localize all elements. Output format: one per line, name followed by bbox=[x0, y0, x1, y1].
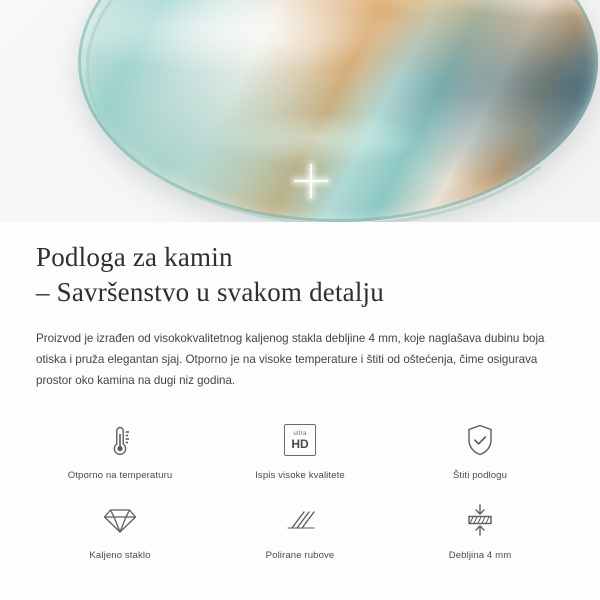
feature-item bbox=[390, 417, 570, 481]
feature-grid bbox=[0, 417, 600, 561]
feature-label: Štiti podlogu bbox=[452, 470, 508, 481]
polished-edges-icon bbox=[277, 497, 323, 543]
thermometer-icon bbox=[97, 417, 143, 463]
page-title bbox=[36, 240, 564, 310]
hd-label: HD bbox=[291, 436, 309, 451]
feature-label: Debljina 4 mm bbox=[448, 550, 512, 561]
feature-label: Polirane rubove bbox=[265, 550, 335, 561]
diamond-icon bbox=[97, 497, 143, 543]
feature-item bbox=[30, 497, 210, 561]
feature-item bbox=[390, 497, 570, 561]
headline-line-2: – Savršenstvo u svakom detalju bbox=[36, 277, 384, 307]
feature-item bbox=[210, 417, 390, 481]
feature-label: Kaljeno staklo bbox=[89, 550, 151, 561]
ultra-hd-icon bbox=[277, 417, 323, 463]
thickness-arrows-icon bbox=[457, 497, 503, 543]
feature-item bbox=[210, 497, 390, 561]
ultra-label: ultra bbox=[293, 430, 307, 437]
headline-line-1: Podloga za kamin bbox=[36, 242, 233, 272]
feature-item bbox=[30, 417, 210, 481]
feature-label: Otporno na temperaturu bbox=[67, 470, 173, 481]
hero-image bbox=[0, 0, 600, 222]
shield-check-icon bbox=[457, 417, 503, 463]
text-content bbox=[0, 222, 600, 391]
description-paragraph: Proizvod je izrađen od visokokvalitetnog kaljenog stakla debljine 4 mm, koje naglašava dubinu boja otiska i pruža elegantan sjaj. Otporno je na visoke temperature i štiti od oštećenja, čime osigurava prostor oko kamina na dugi niz godina. bbox=[36, 332, 545, 387]
feature-label: Ispis visoke kvalitete bbox=[255, 470, 345, 481]
